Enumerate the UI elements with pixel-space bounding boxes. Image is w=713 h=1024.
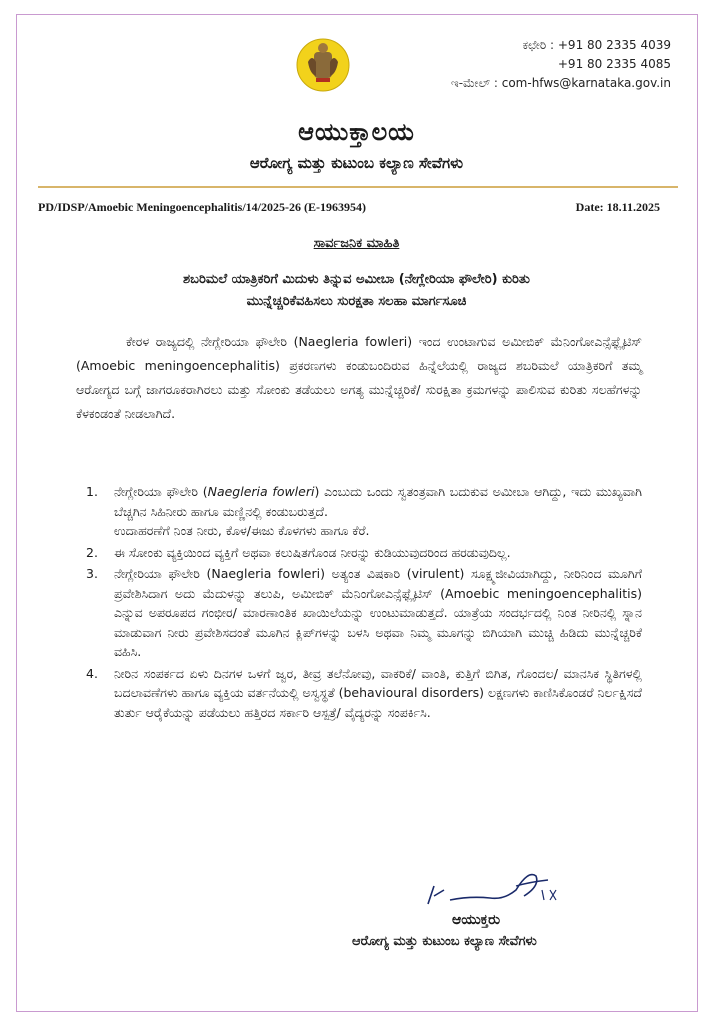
point-3-text: ನೇಗ್ಲೇರಿಯಾ ಫೌಲೇರಿ (Naegleria fowleri) ಅತ್ಯಂತ ವಿಷಕಾರಿ (virulent) ಸೂಕ್ಷ್ಮಜೀವಿಯಾಗಿದ್ದು, ನೀರಿನಿಂದ ಮೂಗಿಗೆ ಪ್ರವೇಶಿಸಿದಾಗ ಅದು ಮೆದುಳನ್ನು ತಲುಪಿ, ಅಮೀಬಿಕ್ ಮೆನಿಂಗೋಎನ್ಸೆಫ್ಲೈಟಿಸ್ (Amoebic meningoencephalitis) ಎನ್ನುವ ಅಪರೂಪದ ಗಂಭೀರ/ ಮಾರಣಾಂತಿಕ ಖಾಯಿಲೆಯನ್ನು ಉಂಟುಮಾಡುತ್ತದೆ. ಯಾತ್ರೆಯ ಸಂದರ್ಭದಲ್ಲಿ ನಿಂತ ನೀರಿನಲ್ಲಿ ಸ್ನಾನ ಮಾಡುವಾಗ ನೀರು ಪ್ರವೇಶಿಸದಂತೆ ಮೂಗಿನ ಕ್ಲಿಪ್‌ಗಳನ್ನು ಬಳಸಿ ಅಥವಾ ನಿಮ್ಮ ಮೂಗನ್ನು ಬಿಗಿಯಾಗಿ ಮುಚ್ಚಿ ಹಿಡಿದು ಮುನ್ನೆಚ್ಚರಿಕೆ ವಹಿಸಿ.	[114, 566, 642, 659]
karnataka-emblem-icon	[296, 32, 350, 98]
point-2-text: ಈ ಸೋಂಕು ವ್ಯಕ್ತಿಯಿಂದ ವ್ಯಕ್ತಿಗೆ ಅಥವಾ ಕಲುಷಿತಗೊಂಡ ನೀರನ್ನು ಕುಡಿಯುವುದರಿಂದ ಹರಡುವುದಿಲ್ಲ.	[114, 544, 511, 560]
email-address: com-hfws@karnataka.gov.in	[501, 76, 671, 90]
list-item-number: 3.	[86, 566, 98, 581]
department-subtitle: ಆರೋಗ್ಯ ಮತ್ತು ಕುಟುಂಬ ಕಲ್ಯಾಣ ಸೇವೆಗಳು	[249, 154, 464, 172]
reference-number: PD/IDSP/Amoebic Meningoencephalitis/14/2025-26 (E-1963954)	[38, 200, 366, 214]
point-1-text-post: ) ಎಂಬುದು ಒಂದು ಸ್ವತಂತ್ರವಾಗಿ ಬದುಕುವ ಅಮೀಬಾ ಆಗಿದ್ದು, ಇದು ಮುಖ್ಯವಾಗಿ ಬೆಚ್ಚಗಿನ ಸಿಹಿನೀರು ಹಾಗೂ ಮಣ್ಣಿನಲ್ಲಿ ಕಂಡುಬರುತ್ತದೆ.	[114, 484, 642, 519]
point-1-text-pre: ನೇಗ್ಲೇರಿಯಾ ಫೌಲೇರಿ (	[114, 484, 208, 499]
point-1-italic-term: Naegleria fowleri	[207, 484, 315, 499]
handwritten-signature	[420, 856, 580, 914]
list-item	[86, 664, 642, 723]
list-item	[86, 543, 642, 563]
office-title: ಆಯುಕ್ತಾಲಯ	[298, 118, 415, 146]
email-label: ಇ-ಮೇಲ್ :	[450, 76, 498, 90]
reference-line	[38, 200, 678, 215]
point-1-example: ಉದಾಹರಣೆಗೆ ನಿಂತ ನೀರು, ಕೊಳ/ಈಜು ಕೊಳಗಳು ಹಾಗೂ ಕೆರೆ.	[114, 523, 370, 538]
header-divider	[38, 186, 678, 188]
list-item-number: 2.	[86, 544, 98, 560]
notice-heading: ಸಾರ್ವಜನಿಕ ಮಾಹಿತಿ	[313, 236, 400, 251]
phone-number-1: +91 80 2335 4039	[557, 38, 671, 52]
list-item-number: 1.	[86, 484, 98, 499]
advisory-list	[86, 482, 642, 724]
signatory-title: ಆಯುಕ್ತರು	[452, 912, 501, 928]
document-date: Date: 18.11.2025	[575, 200, 660, 214]
list-item	[86, 482, 642, 541]
phone-label: ಕಛೇರಿ :	[522, 38, 555, 52]
signatory-department: ಆರೋಗ್ಯ ಮತ್ತು ಕುಟುಂಬ ಕಲ್ಯಾಣ ಸೇವೆಗಳು	[352, 934, 537, 949]
list-item	[86, 564, 642, 662]
subject-line-2: ಮುನ್ನೆಚ್ಚರಿಕೆವಹಿಸಲು ಸುರಕ್ಷತಾ ಸಲಹಾ ಮಾರ್ಗಸೂಚಿ	[246, 294, 467, 309]
intro-paragraph: ಕೇರಳ ರಾಜ್ಯದಲ್ಲಿ ನೇಗ್ಲೇರಿಯಾ ಫೌಲೇರಿ (Naegleria fowleri) ಇಂದ ಉಂಟಾಗುವ ಅಮೀಬಿಕ್ ಮೆನಿಂಗೋಎನ್ಸೆಫ್ಲೈಟಿಸ್ (Amoebic meningoencephalitis) ಪ್ರಕರಣಗಳು ಕಂಡುಬಂದಿರುವ ಹಿನ್ನೆಲೆಯಲ್ಲಿ ರಾಜ್ಯದ ಶಬರಿಮಲೆ ಯಾತ್ರಿಕರಿಗೆ ತಮ್ಮ ಆರೋಗ್ಯದ ಬಗ್ಗೆ ಜಾಗರೂಕರಾಗಿರಲು ಮತ್ತು ಸೋಂಕು ತಡೆಯಲು ಅಗತ್ಯ ಮುನ್ನೆಚ್ಚರಿಕೆ/ ಸುರಕ್ಷಿತಾ ಕ್ರಮಗಳನ್ನು ಪಾಲಿಸುವ ಕುರಿತು ಸಲಹೆಗಳನ್ನು ಕೆಳಕಂಡಂತೆ ನೀಡಲಾಗಿದೆ.	[76, 334, 642, 421]
phone-number-2: +91 80 2335 4085	[557, 57, 671, 71]
contact-block	[451, 36, 671, 93]
list-item-number: 4.	[86, 665, 98, 681]
point-4-text: ನೀರಿನ ಸಂಪರ್ಕದ ಏಳು ದಿನಗಳ ಒಳಗೆ ಜ್ವರ, ತೀವ್ರ ತಲೆನೋವು, ವಾಕರಿಕೆ/ ವಾಂತಿ, ಕುತ್ತಿಗೆ ಬಿಗಿತ, ಗೊಂದಲ/ ಮಾನಸಿಕ ಸ್ಥಿತಿಗಳಲ್ಲಿ ಬದಲಾವಣೆಗಳು ಹಾಗೂ ವ್ಯಕ್ತಿಯ ವರ್ತನೆಯಲ್ಲಿ ಅಸ್ವಸ್ಥತೆ (behavioural disorders) ಲಕ್ಷಣಗಳು ಕಾಣಿಸಿಕೊಂಡರೆ ನಿರ್ಲಕ್ಷಿಸದೆ ತುರ್ತು ಆರೈಕೆಯನ್ನು ಪಡೆಯಲು ಹತ್ತಿರದ ಸರ್ಕಾರಿ ಆಸ್ಪತ್ರೆ/ ವೈದ್ಯರನ್ನು ಸಂಪರ್ಕಿಸಿ.	[114, 665, 642, 720]
subject-line-1: ಶಬರಿಮಲೆ ಯಾತ್ರಿಕರಿಗೆ ಮಿದುಳು ತಿನ್ನುವ ಅಮೀಬಾ (ನೇಗ್ಲೇರಿಯಾ ಫೌಲೇರಿ) ಕುರಿತು	[183, 272, 530, 287]
